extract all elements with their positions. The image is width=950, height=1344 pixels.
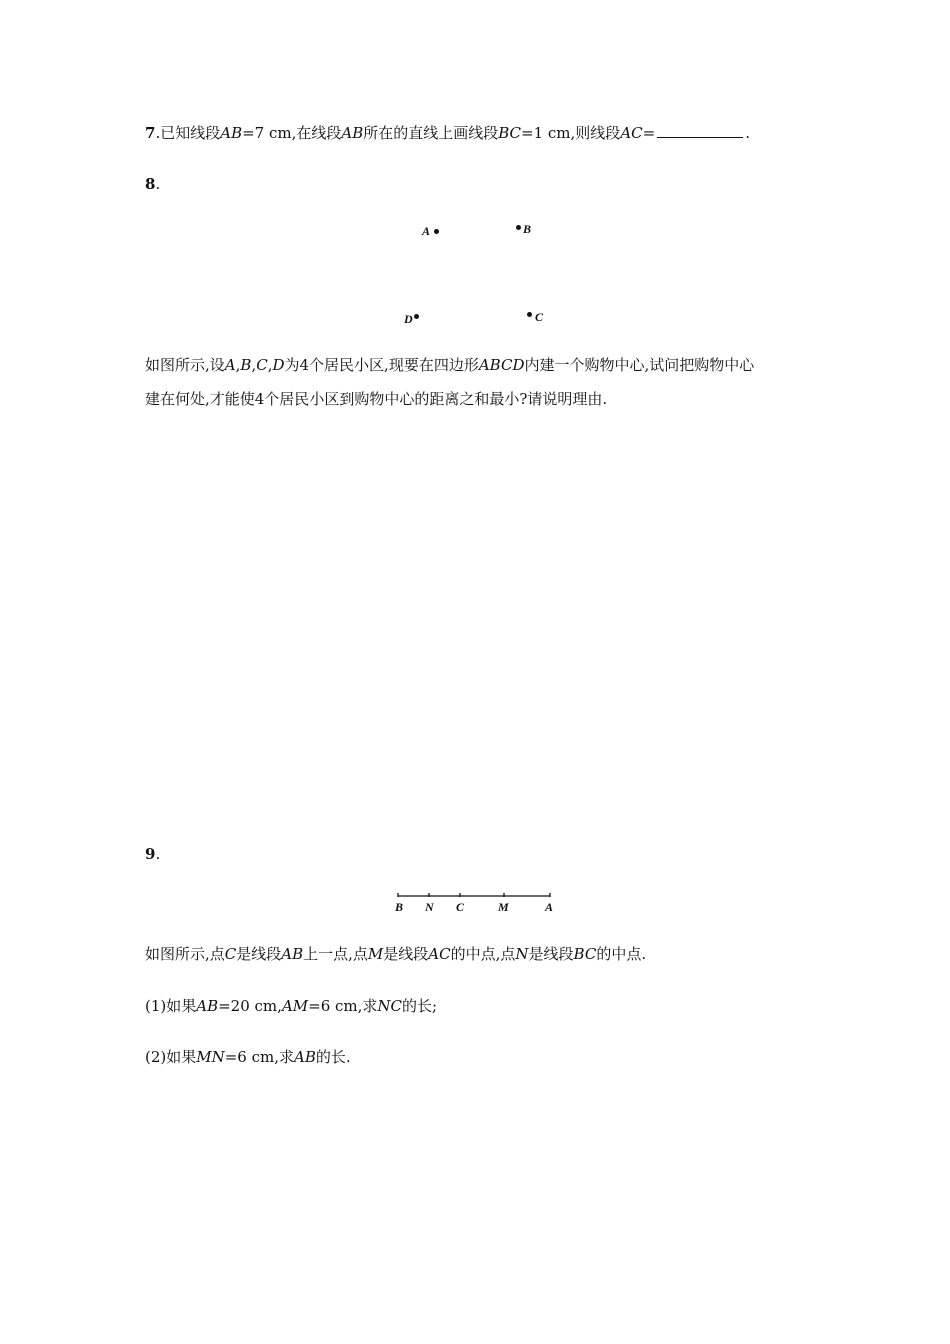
q8-figure <box>0 0 950 340</box>
q7-var: AB <box>220 124 243 142</box>
q8-text-line-1: 如图所示,设A,B,C,D为4个居民小区,现要在四边形ABCD内建一个购物中心,试问把购物中心 <box>145 356 755 374</box>
q7-text: =7 cm,在线段 <box>242 124 342 142</box>
point-label-d: D <box>404 312 413 326</box>
question-number: 8 <box>145 175 156 193</box>
q8-text-line-2: 建在何处,才能使4个居民小区到购物中心的距离之和最小?请说明理由. <box>145 390 608 408</box>
question-8-number: 8. <box>145 175 161 193</box>
segment-label-n: N <box>425 900 434 914</box>
q9-stem: 如图所示,点C是线段AB上一点,点M是线段AC的中点,点N是线段BC的中点. <box>145 945 647 963</box>
q7-text: = <box>642 124 656 142</box>
q9-sub-question-2: (2)如果MN=6 cm,求AB的长. <box>145 1048 351 1066</box>
question-9-number: 9. <box>145 845 161 863</box>
point-label-c: C <box>535 310 544 324</box>
q7-text: 所在的直线上画线段 <box>363 124 499 142</box>
q9-segment-figure <box>390 888 560 900</box>
segment-label-m: M <box>498 900 509 914</box>
point-b-dot <box>516 225 521 230</box>
q7-text: 已知线段 <box>160 124 221 142</box>
q7-var: BC <box>498 124 522 142</box>
point-d-dot <box>414 314 419 319</box>
point-label-b: B <box>523 222 532 236</box>
question-number: 7 <box>145 124 156 142</box>
q7-text: . <box>745 124 750 142</box>
point-label-a: A <box>422 224 431 238</box>
q9-sub-question-1: (1)如果AB=20 cm,AM=6 cm,求NC的长; <box>145 997 438 1015</box>
question-number: 9 <box>145 845 156 863</box>
q7-var: AC <box>620 124 643 142</box>
question-7: 7.已知线段AB=7 cm,在线段AB所在的直线上画线段BC=1 cm,则线段AC= . <box>145 124 750 142</box>
point-c-dot <box>527 312 532 317</box>
q7-text: =1 cm,则线段 <box>521 124 621 142</box>
point-a-dot <box>434 229 439 234</box>
segment-label-b: B <box>395 900 404 914</box>
q7-var: AB <box>341 124 364 142</box>
segment-label-c: C <box>456 900 465 914</box>
segment-label-a: A <box>545 900 554 914</box>
